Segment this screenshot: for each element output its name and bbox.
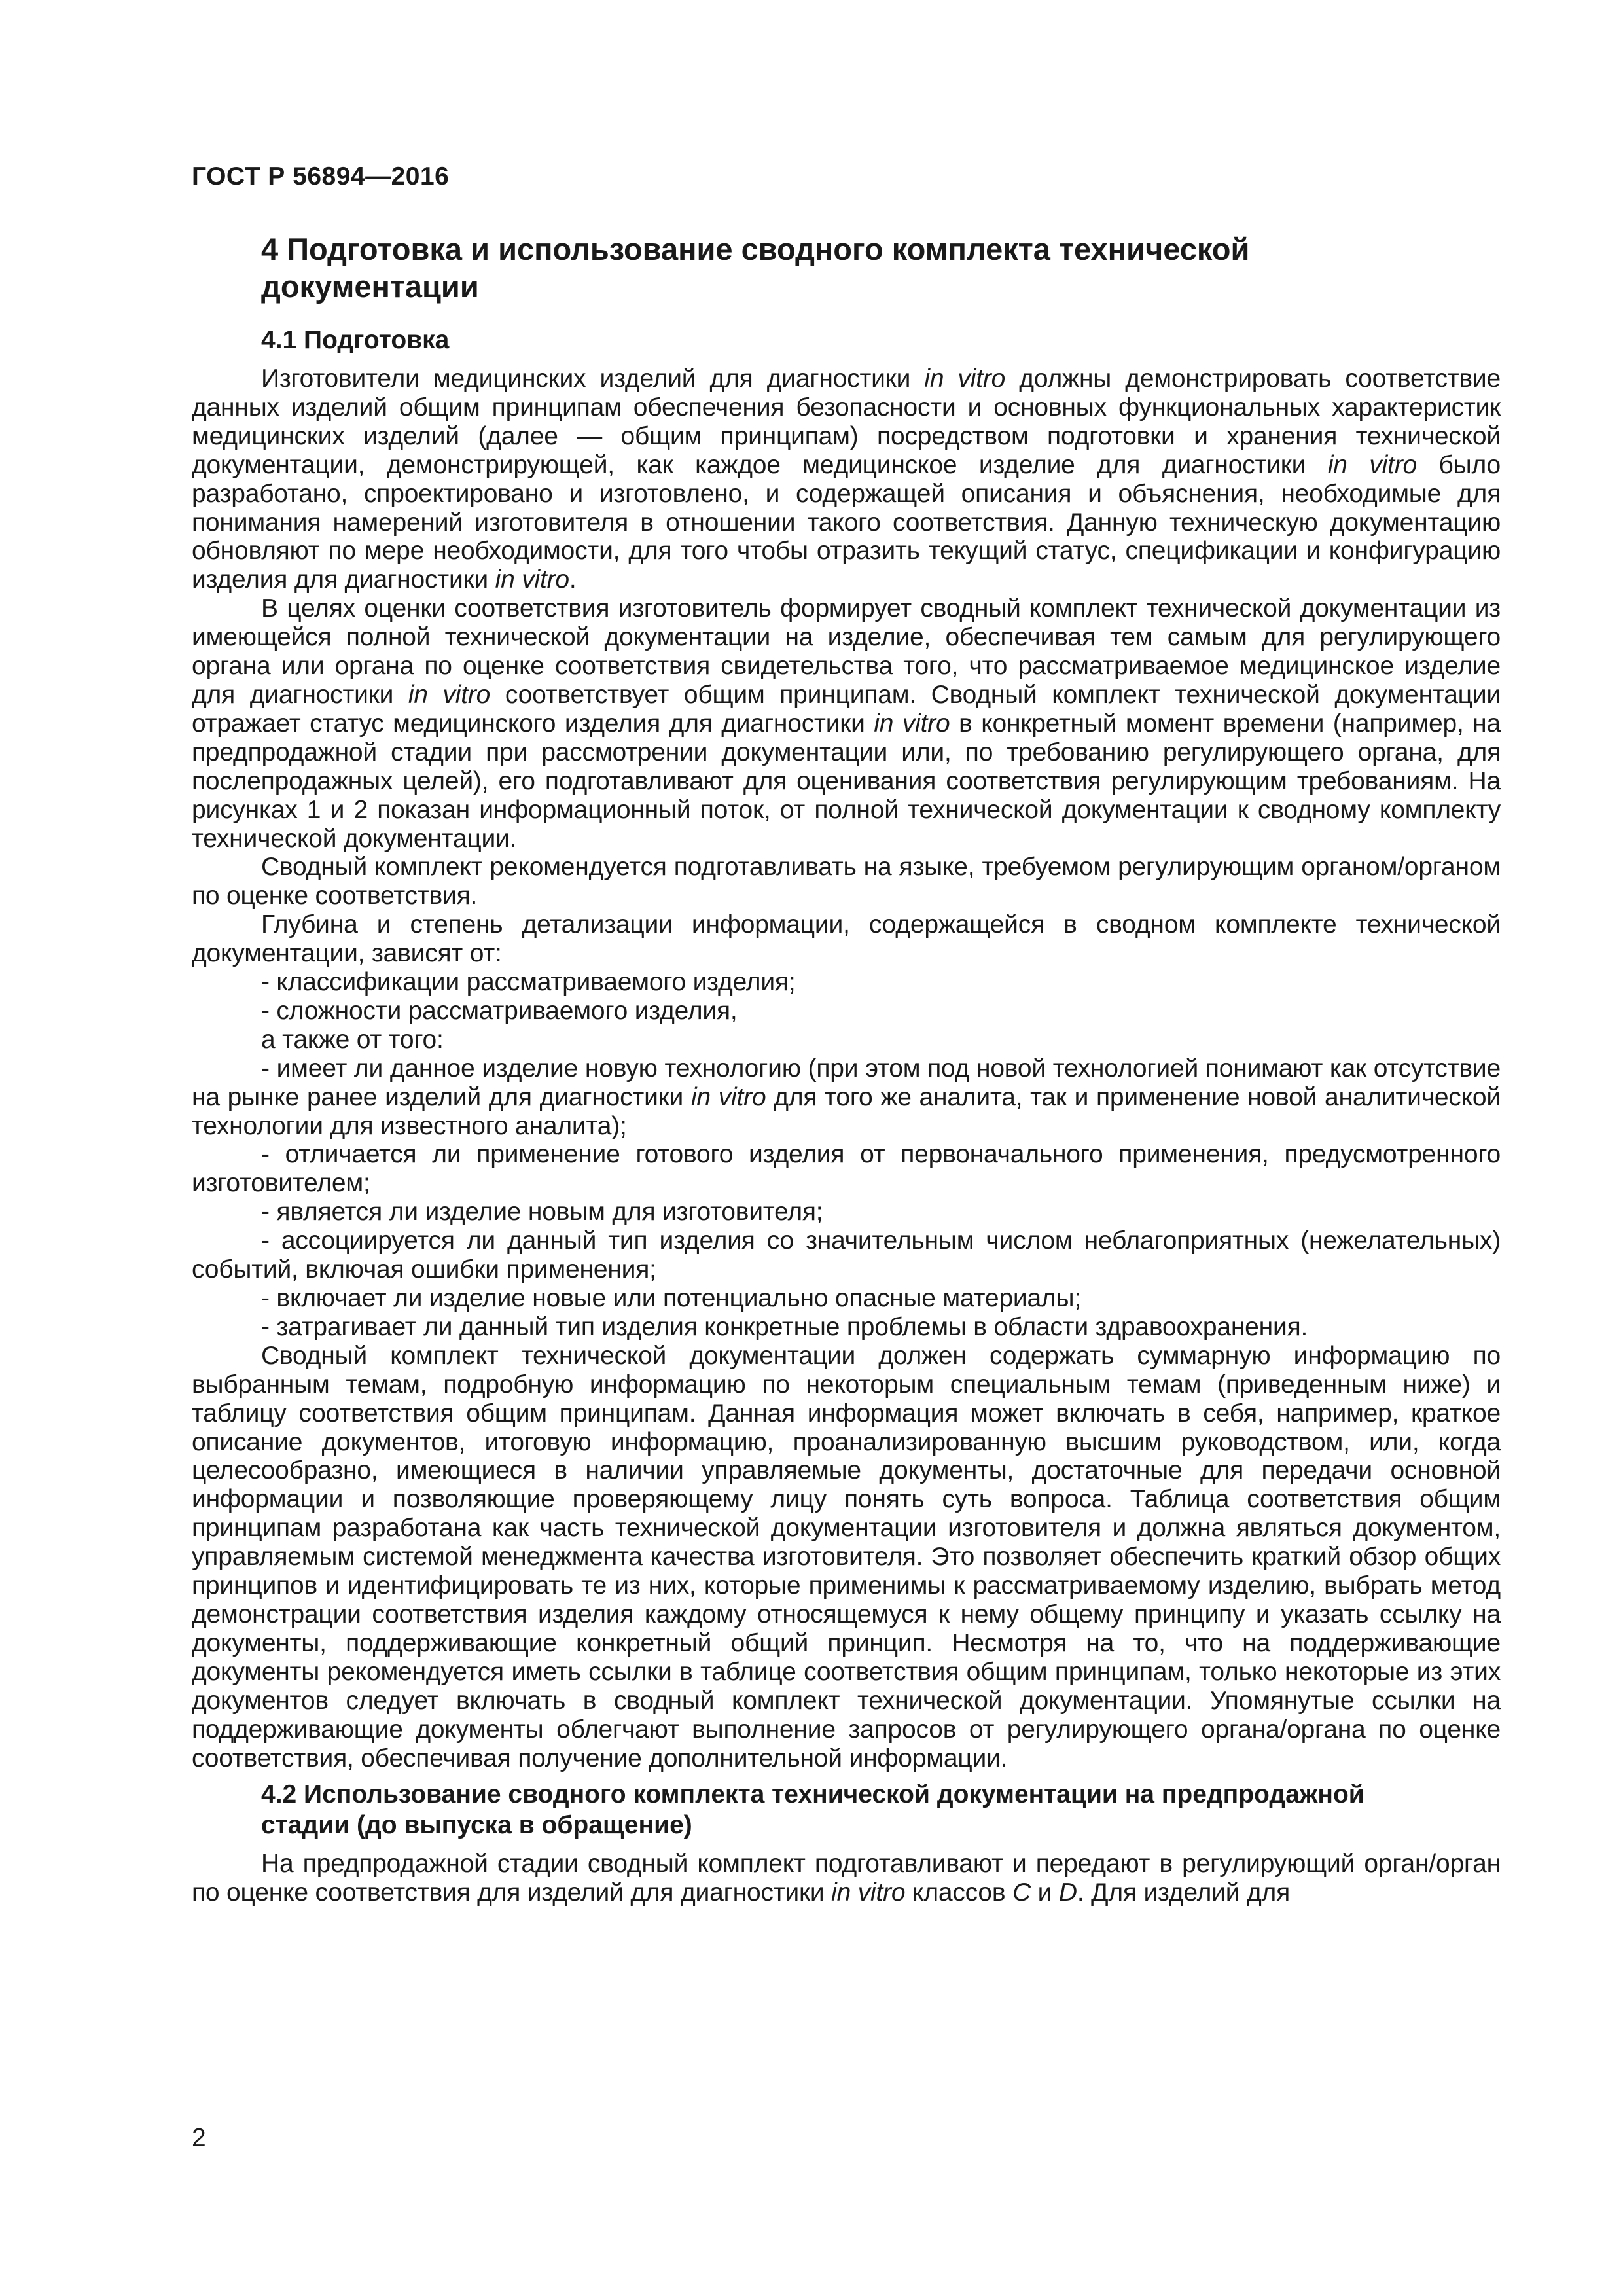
subsection-4-2-title: 4.2 Использование сводного комплекта технической документации на предпродажной стадии (до выпуска в обращение) <box>261 1780 1364 1840</box>
list-item: - является ли изделие новым для изготовителя; <box>261 1198 823 1227</box>
list-item: - включает ли изделие новые или потенциально опасные материалы; <box>261 1284 1081 1312</box>
list-item: - ассоциируется ли данный тип изделия со значительным числом неблагоприятных (нежелательных) событий, включая ошибки применения; <box>192 1227 1501 1284</box>
list-item: - отличается ли применение готового изделия от первоначального применения, предусмотренного изготовителем; <box>192 1140 1501 1198</box>
subsection-4-1-title: 4.1 Подготовка <box>261 326 450 354</box>
paragraph-manufacturers: Изготовители медицинских изделий для диагностики in vitro должны демонстрировать соответствие данных изделий общим принципам обеспечения безопасности и основных функциональных характеристик медицинских изделий (далее — общим принципам) посредством подготовки и хранения технической документации, демонстрирующей, как каждое медицинское изделие для диагностики in vitro было разработано, спроектировано и изготовлено, и содержащей описания и объяснения, необходимые для понимания намерений изготовителя в отношении такого соответствия. Данную техническую документацию обновляют по мере необходимости, для того чтобы отразить текущий статус, спецификации и конфигурацию изделия для диагностики in vitro. <box>192 365 1501 594</box>
list-item: - классификации рассматриваемого изделия; <box>261 968 796 997</box>
list-item: - имеет ли данное изделие новую технологию (при этом под новой технологией понимают как отсутствие на рынке ранее изделий для диагностики in vitro для того же аналита, так и применение новой аналитической технологии для известного аналита); <box>192 1054 1501 1140</box>
paragraph-language: Сводный комплект рекомендуется подготавливать на языке, требуемом регулирующим органом/органом по оценке соответствия. <box>192 853 1501 910</box>
page-number: 2 <box>192 2124 206 2152</box>
paragraph-premarket: На предпродажной стадии сводный комплект подготавливают и передают в регулирующий орган/орган по оценке соответствия для изделий для диагностики in vitro классов C и D. Для изделий для <box>192 1850 1501 1907</box>
list-item: - сложности рассматриваемого изделия, <box>261 996 738 1025</box>
paragraph-detail-depth: Глубина и степень детализации информации, содержащейся в сводном комплекте технической документации, зависят от: <box>192 910 1501 968</box>
list-item: - затрагивает ли данный тип изделия конкретные проблемы в области здравоохранения. <box>261 1312 1308 1341</box>
also-clause: а также от того: <box>261 1025 444 1054</box>
paragraph-summary-content: Сводный комплект технической документации должен содержать суммарную информацию по выбранным темам, подробную информацию по некоторым специальным темам (приведенным ниже) и таблицу соответствия общим принципам. Данная информация может включать в себя, например, краткое описание документов, итоговую информацию, проанализированную высшим руководством, или, когда целесообразно, имеющиеся в наличии управляемые документы, достаточные для передачи основной информации и позволяющие проверяющему лицу понять суть вопроса. Таблица соответствия общим принципам разработана как часть технической документации изготовителя и должна являться документом, управляемым системой менеджмента качества изготовителя. Это позволяет обеспечить краткий обзор общих принципов и идентифицировать те из них, которые применимы к рассматриваемому изделию, выбрать метод демонстрации соответствия изделия каждому относящемуся к нему общему принципу и указать ссылку на документы, поддерживающие конкретный общий принцип. Несмотря на то, что на поддерживающие документы рекомендуется иметь ссылки в таблице соответствия общим принципам, только некоторые из этих документов следует включать в сводный комплект технической документации. Упомянутые ссылки на поддерживающие документы облегчают выполнение запросов от регулирующего органа/органа по оценке соответствия, обеспечивая получение дополнительной информации. <box>192 1341 1501 1772</box>
section-4-title: 4 Подготовка и использование сводного комплекта технической документации <box>261 232 1250 304</box>
standard-code-header: ГОСТ Р 56894—2016 <box>192 162 450 190</box>
page-content <box>192 230 1501 1907</box>
paragraph-conformity-assessment: В целях оценки соответствия изготовитель формирует сводный комплект технической документации из имеющейся полной технической документации на изделие, обеспечивая тем самым для регулирующего органа или органа по оценке соответствия свидетельства того, что рассматриваемое медицинское изделие для диагностики in vitro соответствует общим принципам. Сводный комплект технической документации отражает статус медицинского изделия для диагностики in vitro в конкретный момент времени (например, на предпродажной стадии при рассмотрении документации или, по требованию регулирующего органа, для послепродажных целей), его подготавливают для оценивания соответствия регулирующим требованиям. На рисунках 1 и 2 показан информационный поток, от полной технической документации к сводному комплекту технической документации. <box>192 594 1501 853</box>
